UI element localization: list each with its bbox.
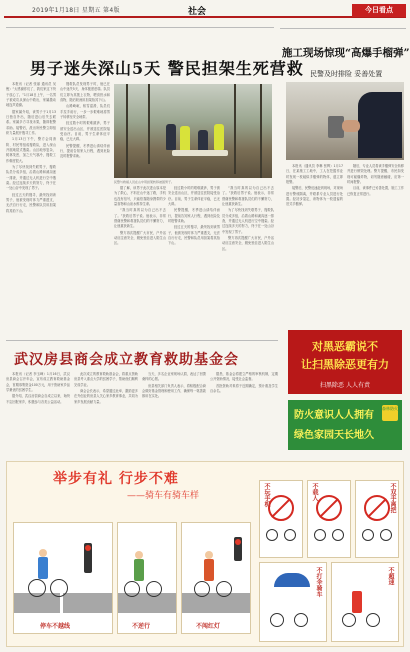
anti-gang-ad[interactable] (288, 330, 402, 394)
paragraph: 警方再次提醒广大市民，户外活动应注意安全，避免独自进入陌生山区。 (222, 236, 274, 251)
paragraph: “我当时真的以为自己出不去了。”获救后男子说。他表示，非常感谢民警和救援队员们的不懈努力，让他重获新生。 (222, 186, 274, 206)
article2-col2 (74, 372, 138, 456)
label-no-umbrella: 不打伞骑车 (315, 567, 322, 597)
article2-col4 (210, 372, 278, 456)
paragraph: 商会会长表示，希望通过此举，激励更多在外创业的房县人关心家乡教育事业，共同为家乡发展贡献力量。 (74, 389, 138, 404)
paragraph: 首批资助对象将于近期确定，预计惠及学生百余名。 (210, 383, 278, 394)
paragraph: 本报讯（记者 李玉峰）1月16日，武汉房县商会召开年会，宣布成立教育救助基金会，首期募集资金100万元，用于资助家乡品学兼优的贫困学生。 (6, 372, 70, 392)
paragraph: 民警提醒，冬季进山请结伴而行，提前告知家人行程，遇到危险及时报警求助。 (60, 143, 110, 159)
label-no-handle: 不双手离把 (389, 483, 396, 513)
paragraph: 据家属介绍，该男子于1月13日独自外出，随后进山后失去联系。家属多方寻找未果，随即报警求助。接警后，派出所民警立即组织力量展开搜寻工作。 (6, 109, 56, 135)
label-no-carry: 不载人 (311, 483, 318, 501)
label-no-phone: 不玩手机 (263, 483, 270, 507)
cycling-safety-illustration (6, 461, 404, 647)
paragraph: 目前，该事件已妥善处置，施工工作已恢复正常进行。 (347, 186, 404, 196)
panel-no-umbrella (259, 562, 327, 642)
article1-col2 (60, 82, 110, 344)
forest-fire-badge: 森林防火 (382, 405, 398, 421)
divider (6, 340, 278, 341)
paragraph: 此次成立的教育救助基金会，将重点资助房县考入重点大学的贫困学子，帮助他们顺利完成学业。 (74, 372, 138, 387)
ad-line: 对黑恶霸说不 (312, 340, 378, 353)
section-title: 社会 (188, 7, 207, 17)
paragraph: 据悉，基金会将建立严格的审核机制，定期公开资助情况，接受社会监督。 (210, 372, 278, 382)
ad-line: 扫黑除恶 人人有责 (320, 382, 370, 389)
right-article-subtitle: 民警及时排险 妥善处置 (310, 70, 383, 78)
divider (6, 27, 274, 28)
divider (280, 28, 406, 29)
illustration-subtitle: ——骑车有骑车样 (127, 491, 200, 501)
panel-no-reverse (117, 522, 177, 634)
paragraph: 经过五天的搜寻，最终找到该男子，他被发现时体力严重透支，无法自行行走，民警和队员用担架将其抬下山。 (6, 192, 56, 213)
panel-no-phone (259, 480, 303, 558)
article1-col1 (6, 82, 56, 344)
paragraph: “我当时真的以为自己出不去了。”获救后男子说。他表示，非常感谢民警和救援队员们的不懈努力，让他重获新生。 (114, 208, 166, 229)
article1-col5 (222, 186, 274, 344)
paragraph: 接警后，民警迅速赶到现场，对现场进行警戒隔离，并联系专业人员进行处置。经初步鉴定，该物体为一枚遗留的旧式手榴弹。 (286, 186, 343, 207)
paragraph: 经过数小时的艰难跋涉，男子被安全送出山区，并被送往医院接受治疗。目前，男子生命体征平稳，已无大碍。 (60, 121, 110, 142)
prohibit-icon (268, 495, 294, 521)
ad-line: 让扫黑除恶更有力 (301, 358, 389, 371)
paragraph: 山路崎岖，积雪湿滑，队员们手拉手前行，一步一步艰难地将男子转移至安全地带。 (60, 104, 110, 119)
label-stop-line: 停车不越线 (40, 623, 71, 630)
illustration-title: 举步有礼 行步不难 (53, 471, 179, 487)
paragraph: 经过数小时的艰难跋涉，男子被安全送出山区，并被送往医院接受治疗。目前，男子生命体征平稳，已无大碍。 (168, 186, 220, 206)
page-header (4, 4, 406, 18)
paragraph: 据了解，该男子此次进山原本是为了散心，不料在山中迷了路，手机也没有信号，只能依靠随身携带的少量食物和山泉水维持生命。 (114, 186, 166, 206)
article1-col3 (114, 186, 166, 344)
paragraph: 1月13日下午，警方会同消防、村民等组成搜救队，进入深山开展地毯式搜索。山区地形复杂，树林茂密，加之天气寒冷，搜救工作难度很大。 (6, 137, 56, 163)
brand-logo: 今日看点 (352, 4, 406, 17)
paragraph: 民警提醒，冬季进山请结伴而行，提前告知家人行程，遇到危险及时报警求助。 (168, 208, 220, 223)
ad-line: 绿色家园天长地久 (294, 430, 374, 441)
article1-headline[interactable]: 男子迷失深山5天 警民担架生死营救 (30, 59, 304, 78)
paragraph: 随后，专业人员将该手榴弹安全转移并进行销毁处理。警方提醒，市民如发现可疑爆炸物，切勿随意触碰，应第一时间报警。 (347, 164, 404, 184)
paragraph: 搜救队员发现男子时，他已在山中迷失5天，身体极度虚弱。队员们立即为其披上衣物，喂食热水和食物，随后轮流用担架抬其下山。 (60, 82, 110, 102)
issue-meta: 2019年1月18日 星期五 第4版 (32, 7, 120, 14)
article1-col4 (168, 186, 220, 344)
article2-col3 (142, 372, 206, 456)
photo-caption: 民警与救援人员在山中用担架转移被困男子。 (114, 180, 175, 184)
panel-no-handle (355, 480, 399, 558)
right-article-col1 (286, 164, 343, 324)
ad-line: 防火意识人人拥有 (294, 410, 374, 421)
rescue-photo (114, 84, 272, 178)
prohibit-icon (364, 495, 390, 521)
label-no-red-light: 不闯红灯 (196, 623, 221, 630)
label-no-fast: 不超速 (387, 567, 394, 585)
paragraph: 本报讯（记者 张丽 通讯员 吴俊）“太感谢你们了，我们家这下终于放心了。”1月18日上午，一名男子被成功从深山中救出，家属激动地连声道谢。 (6, 82, 56, 108)
label-no-reverse: 不逆行 (132, 623, 151, 630)
panel-stop-line (13, 522, 113, 634)
paragraph: 警方再次提醒广大市民，户外活动应注意安全，避免独自进入陌生山区。 (114, 230, 166, 246)
panel-no-red-light (181, 522, 251, 634)
paragraph: 房县相关部门负责人表示，将积极配合商会做好基金管理和使用工作，确保每一笔善款都用在实处。 (142, 383, 206, 399)
paragraph: 据介绍，武汉房县商会自成立以来，始终不忘回报家乡，积极参与各类公益活动。 (6, 394, 70, 404)
paragraph: 为了尽快找到失联男子，搜救队员分成多组，沿着山路和溪沟逐一排查，并通过无人机进行空中搜索。经过连续多天的努力，终于在一处山谷中发现了男子。 (6, 165, 56, 191)
paragraph: 为了尽快找到失联男子，搜救队员分成多组，沿着山路和溪沟逐一排查，并通过无人机进行空中搜索。经过连续多天的努力，终于在一处山谷中发现了男子。 (222, 208, 274, 234)
panel-no-carry (307, 480, 351, 558)
paragraph: 本报讯（通讯员 李琳 张辉）1月17日，在某施工工地中，工人在挖掘作业时发现一枚疑似手榴弹的物体，遂立即报警。 (286, 164, 343, 184)
fire-prevention-ad[interactable] (288, 400, 402, 450)
right-article-title[interactable]: 施工现场惊现“高爆手榴弹” (282, 47, 410, 59)
panel-no-fast (331, 562, 399, 642)
right-article-col2 (347, 164, 404, 324)
grenade-photo (286, 82, 404, 160)
paragraph: 当天，多名企业家现场认捐，表达了回馈桑梓的心愿。 (142, 372, 206, 382)
paragraph: 经过五天的搜寻，最终找到该男子，他被发现时体力严重透支，无法自行行走，民警和队员用担架将其抬下山。 (168, 225, 220, 246)
prohibit-icon (316, 495, 342, 521)
article2-headline[interactable]: 武汉房县商会成立教育救助基金会 (14, 352, 239, 368)
article2-col1 (6, 372, 70, 456)
